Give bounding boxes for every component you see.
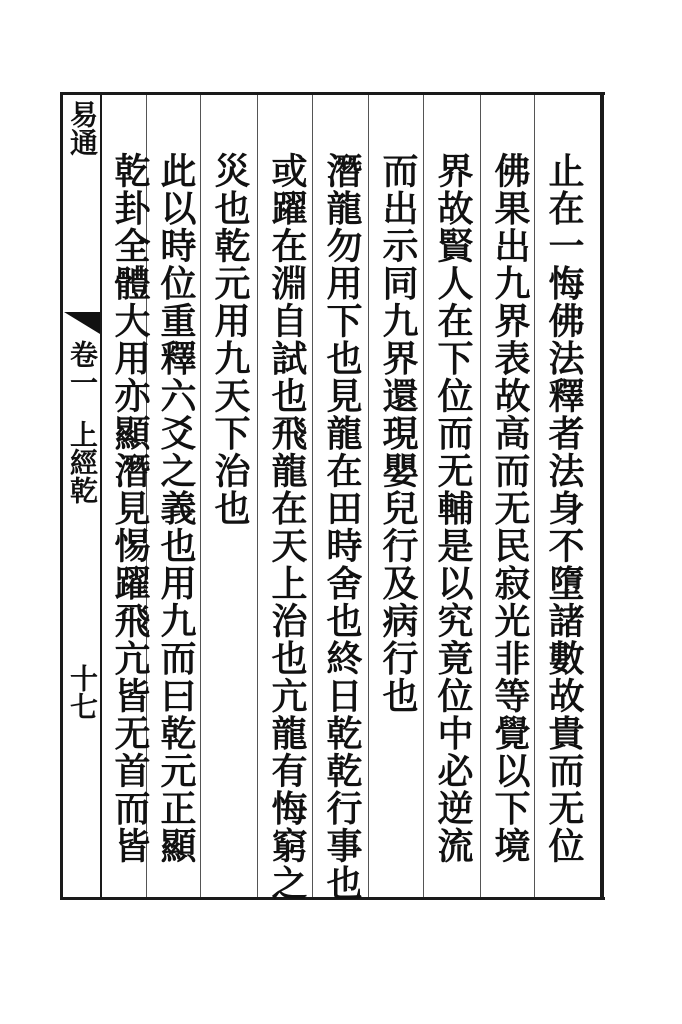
border-top-rule [60,92,605,95]
column-divider [368,95,369,897]
text-column-1: 止在一悔佛法釋者法身不墮諸數故貴而无位 [543,152,585,865]
border-right-rule [600,92,604,900]
margin-page-number: 十七 [66,664,99,720]
text-column-4: 而出示同九界還現嬰兒行及病行也 [377,152,419,715]
text-column-6: 或躍在淵自試也飛龍在天上治也亢龍有悔窮之 [266,152,308,902]
border-left-rule [60,92,63,900]
margin-divider-rule [100,92,102,900]
column-divider [257,95,258,897]
column-divider [423,95,424,897]
text-column-3: 界故賢人在下位而无輔是以究竟位中必逆流 [432,152,474,865]
text-column-7: 災也乾元用九天下治也 [209,152,251,527]
text-column-5: 潛龍勿用下也見龍在田時舍也終日乾乾行事也 [321,152,363,902]
text-column-2: 佛果出九界表故高而无民寂光非等覺以下境 [489,152,531,865]
margin-section: 上經乾 [66,420,99,504]
column-divider [534,95,535,897]
fish-tail-mark [64,312,100,334]
column-divider [200,95,201,897]
column-divider [312,95,313,897]
column-divider [480,95,481,897]
text-column-8: 此以時位重釋六爻之義也用九而曰乾元正顯 [155,152,197,865]
margin-volume: 卷一 [66,340,99,396]
margin-title: 易通 [66,100,99,156]
text-column-9: 乾卦全體大用亦顯潛見惕躍飛亢皆无首而皆 [109,152,151,865]
